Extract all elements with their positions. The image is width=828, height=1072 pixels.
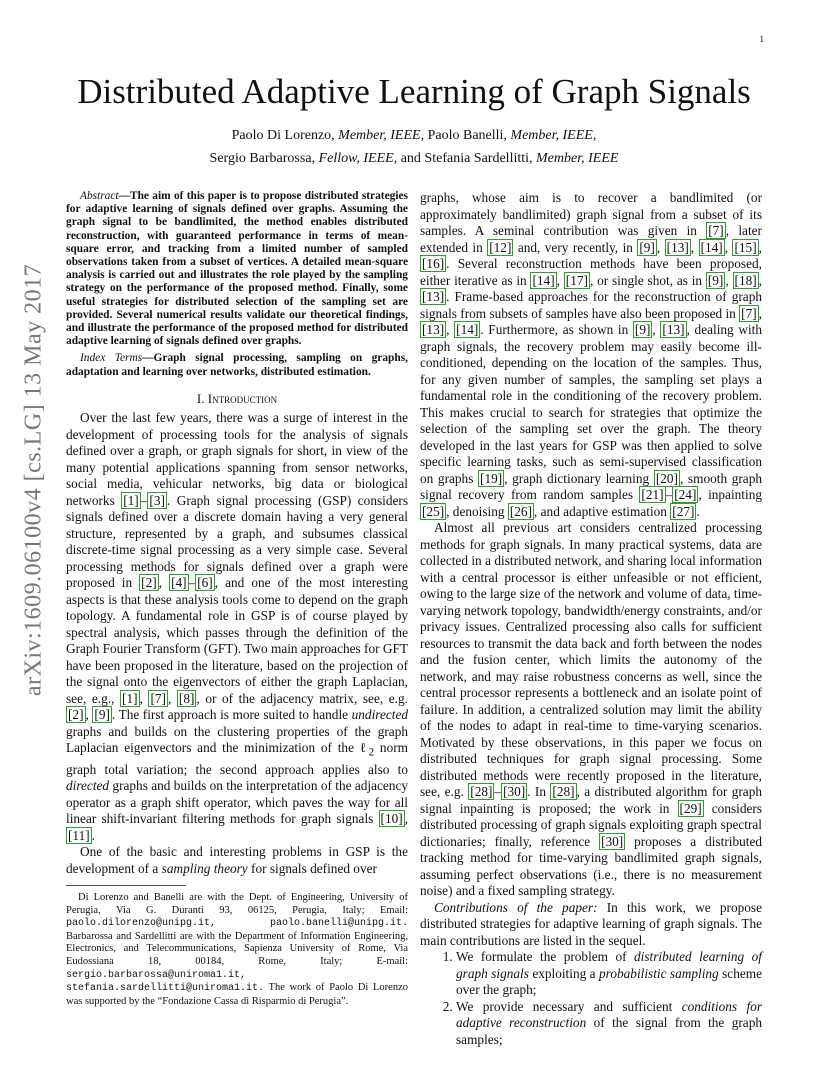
abstract-label: Abstract [80,190,119,202]
right-column [420,190,762,1048]
right-paragraph-2: Almost all previous art considers centralized processing methods for graph signals. In many practical systems, data are collected in a distributed network, and sharing local information with a central processor is either unfeasible or not efficient, owing to the large size of the network and volume of data, time-varying network topology, bandwidth/energy constraints, and/or privacy issues. Centralized processing also calls for sufficient resources to transmit the data back and forth between the nodes and the fusion center, which limits the autonomy of the network, and may raise robustness concerns as well, since the central processor represents a bottleneck and an isolate point of failure. In addition, a centralized solution may limit the ability of the nodes to adapt in real-time to time-varying scenarios. Motivated by these observations, in this paper we focus on distributed techniques for graph signal processing. Some distributed methods were recently proposed in the literature, see, e.g. [28] – [30] . In [28] , a distributed algorithm for graph signal inpainting is proposed; the work in [29] considers distributed processing of graph signals exploiting graph spectral dictionaries; finally, reference [30] proposes a distributed tracking method for time-varying bandlimited graph signals, assuming perfect observations (i.e., there is no measurement noise) and a fixed sampling strategy. [420,520,763,898]
author-block [60,124,768,170]
footnote-rule [66,885,186,886]
footnote-email-2: sergio.barbarossa@uniroma1.it, stefania.sardellitti@uniroma1.it. [66,969,265,995]
contributions-text: In this work, we propose distributed strategies for adaptive learning of graph signals. The main contributions are listed in the sequel. [420,899,762,948]
right-paragraph-1: graphs, whose aim is to recover a bandlimited (or approximately bandlimited) graph signal from a subset of its samples. A seminal contribution was given in [7] , later extended in [12] and, very recently, in [9] , [13] , [14] , [15] , [16] . Several reconstruction methods have been proposed, either iterative as in [14] , [17] , or single shot, as in [9] , [18] , [13] . Frame-based approaches for the reconstruction of graph signals from subsets of samples have also been proposed in [7] , [13] , [14] . Furthermore, as shown in [9] , [13] , dealing with graph signals, the recovery problem may easily become ill-conditioned, depending on the location of the samples. Thus, for any given number of samples, the sampling set plays a fundamental role in the conditioning of the recovery problem. This makes crucial to search for strategies that optimize the selection of the sampling set over the graph. The theory developed in the last years for GSP was then applied to solve specific learning tasks, such as semi-supervised classification on graphs [19] , graph dictionary learning [20] , smooth graph signal recovery from random samples [21] – [24] , inpainting [25] , denoising [26] , and adaptive estimation [27] . [420,190,762,519]
footnote-email-1: paolo.dilorenzo@unipg.it, paolo.banelli@unipg.it. [66,918,408,930]
section-heading: I. Introduction [196,390,278,406]
contributions-label: Contributions of the paper: [434,899,598,915]
intro-paragraph-2: One of the basic and interesting problems in GSP is the development of a sampling theory for signals defined over [66,844,408,876]
footnote-affiliation-2: Barbarossa and Sardellitti are with the Department of Information Engineering, Electronics, and Telecommunications, Sapienza University of Rome, Via Eudossiana 18, 00184, Rome, Italy; E-mail: [66,930,408,967]
footnote-affiliation-1: Di Lorenzo and Banelli are with the Dept. of Engineering, University of Perugia, Via G. Duranti 93, 06125, Perugia, Italy; Email: [66,892,408,916]
intro-paragraph-1: Over the last few years, there was a surge of interest in the development of processing tools for the analysis of signals defined over a graph, or graph signals for short, in view of the many potential applications spanning from sensor networks, social media, vehicular networks, big data or biological networks [1] – [3] . Graph signal processing (GSP) considers signals defined over a discrete domain having a very general structure, represented by a graph, and subsumes classical discrete-time signal processing as a very simple case. Several processing methods for signals defined over a graph were proposed in [2] , [4] – [6] , and one of the most interesting aspects is that these analysis tools come to depend on the graph topology. A fundamental role in GSP is of course played by spectral analysis, which passes through the definition of the Graph Fourier Transform (GFT). Two main approaches for GFT have been proposed in the literature, based on the projection of the signal onto the eigenvectors of either the graph Laplacian, see, e.g., [1] , [7] , [8] , or of the adjacency matrix, see, e.g. [2] , [9] . The first approach is more suited to handle undirected graphs and builds on the clustering properties of the graph Laplacian eigenvectors and the minimization of the ℓ$_2$ norm graph total variation; the second approach applies also to directed graphs and builds on the interpretation of the adjacency operator as a graph shift operator, which paves the way for all linear shift-invariant filtering methods for graph signals [10] , [11] . [66,410,408,843]
index-terms-text: —Graph signal processing, sampling on graphs, adaptation and learning over networks, distributed estimation. [66,352,408,378]
footnote-funding: The work of Paolo Di Lorenzo was supported by the “Fondazione Cassa di Risparmio di Perugia”. [66,982,408,1007]
contributions-list [420,949,762,1048]
page-number: 1 [759,34,764,44]
index-terms [66,352,408,378]
paper-title: Distributed Adaptive Learning of Graph Signals [77,72,751,111]
footnote [66,892,408,1008]
abstract-text: —The aim of this paper is to propose distributed strategies for adaptive learning of signals defined over graphs. Assuming the graph signal to be bandlimited, the method enables distributed reconstruction, with guaranteed performance in terms of mean-square error, and tracking from a limited number of sampled observations taken from a subset of vertices. A detailed mean-square analysis is carried out and illustrates the role played by the sampling strategy on the performance of the proposed method. Finally, some useful strategies for distributed selection of the sampling set are provided. Several numerical results validate our theoretical findings, and illustrate the performance of the proposed method for distributed adaptive learning of signals defined over graphs. [66,190,408,348]
authors-line-1: Paolo Di Lorenzo, Member, IEEE, Paolo Banelli, Member, IEEE, [231,128,597,143]
abstract [66,190,408,348]
authors-line-2: Sergio Barbarossa, Fellow, IEEE, and Stefania Sardellitti, Member, IEEE [209,151,619,166]
index-terms-label: Index Terms [80,352,143,365]
arxiv-identifier: arXiv:1609.06100v4 [cs.LG] 13 May 2017 [20,263,47,697]
arxiv-sidebar [14,263,54,697]
contribution-item-2: 2. We provide necessary and sufficient conditions for adaptive reconstruction of the signal from the graph samples; [456,999,762,1049]
contributions-paragraph [420,900,762,950]
contribution-item-1: 1. We formulate the problem of distributed learning of graph signals exploiting a probabilistic sampling scheme over the graph; [456,949,762,999]
left-column [66,190,408,1008]
